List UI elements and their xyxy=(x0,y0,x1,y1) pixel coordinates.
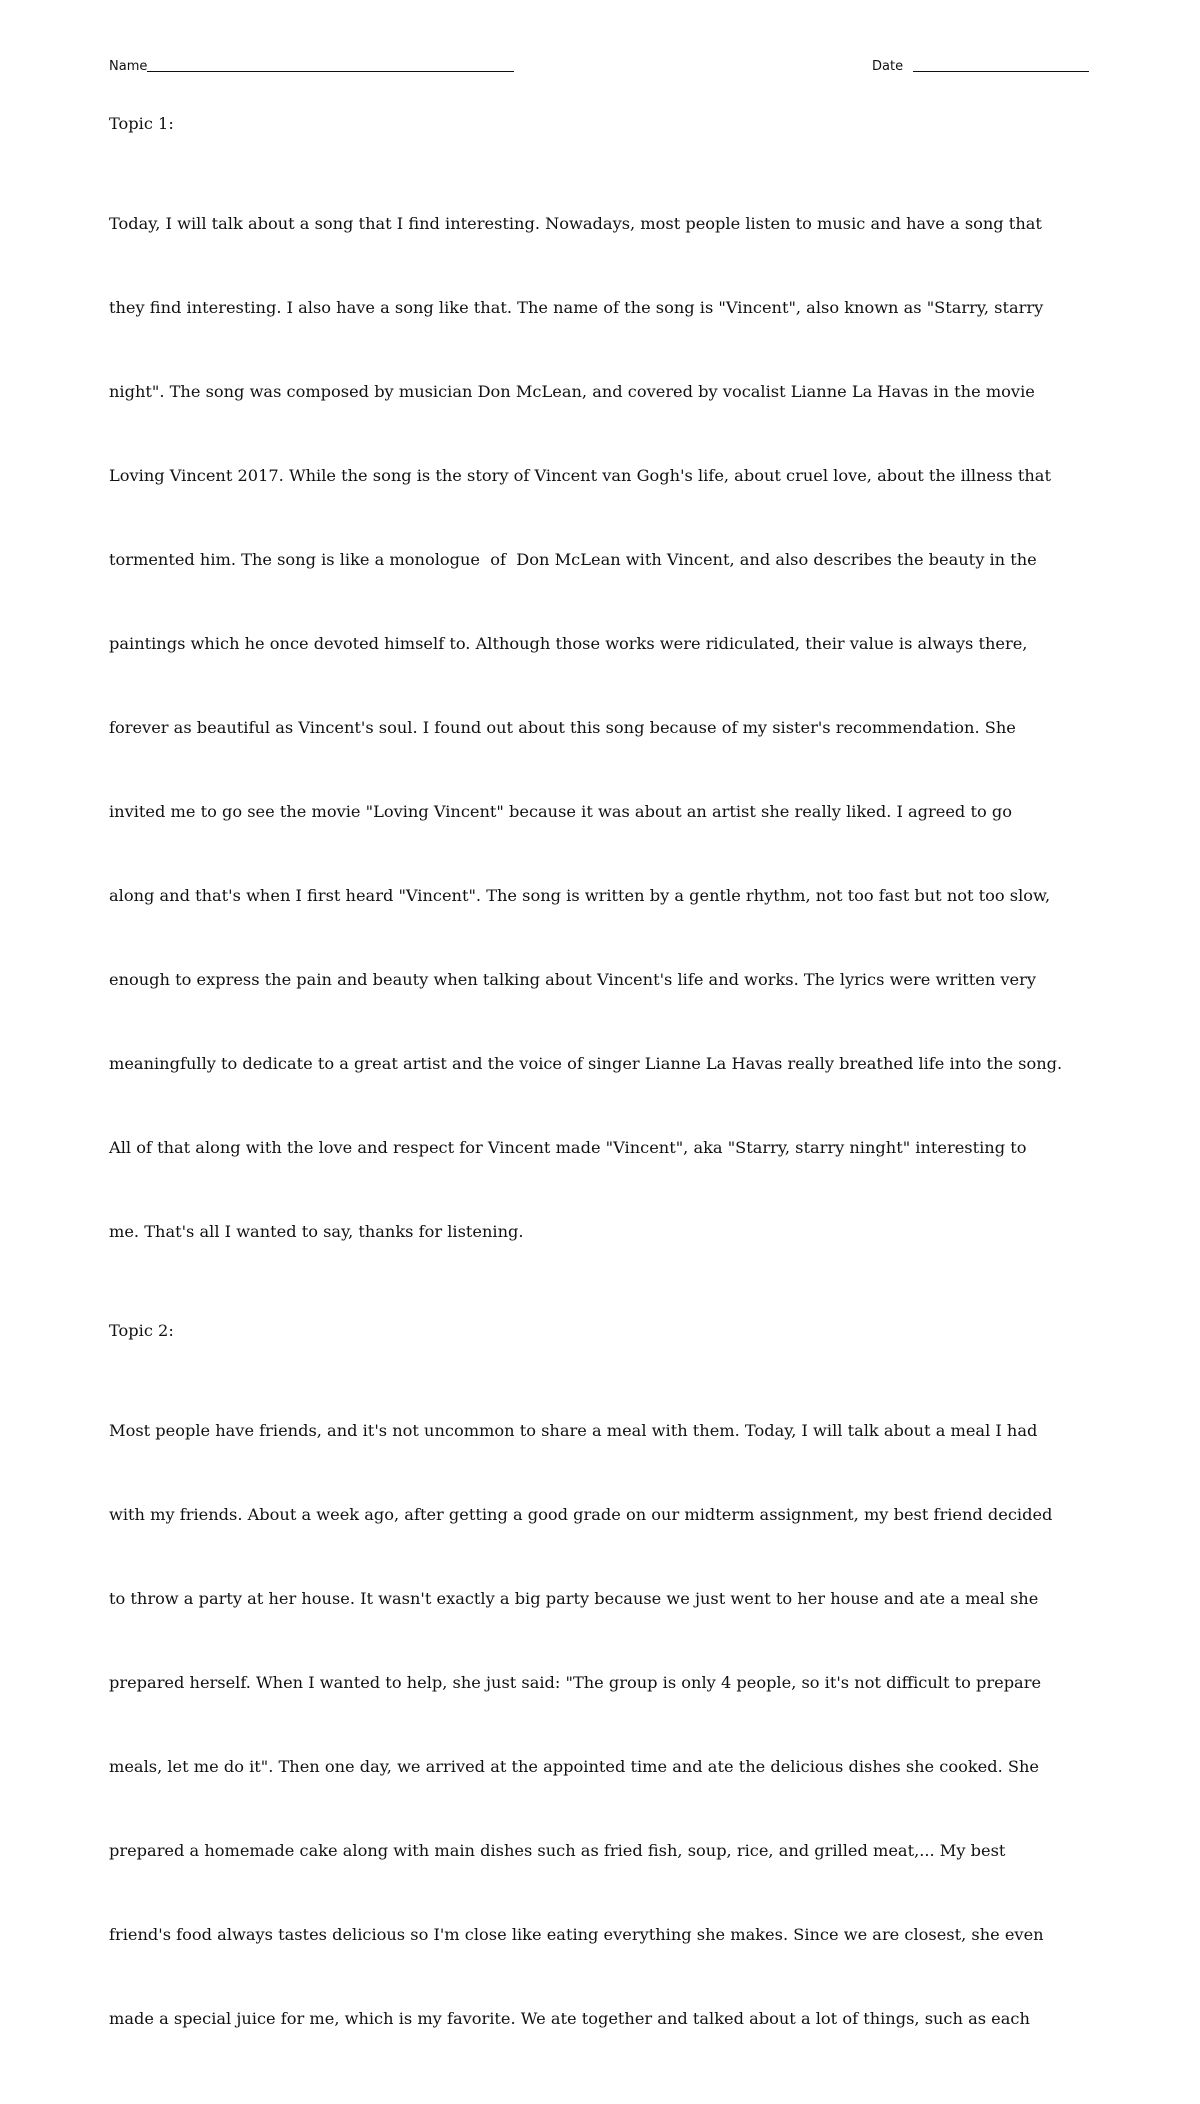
topic-2-section xyxy=(109,1317,1094,2089)
name-field xyxy=(109,57,514,76)
text-line: All of that along with the love and respect for Vincent made "Vincent", aka "Starry, starry ninght" interesting to xyxy=(109,1138,1027,1157)
name-label: Name xyxy=(109,59,148,74)
text-line: forever as beautiful as Vincent's soul. I found out about this song because of my sister's recommendation. She xyxy=(109,718,1016,737)
topic-1-paragraph xyxy=(109,154,1094,1302)
text-line: night". The song was composed by musician Don McLean, and covered by vocalist Lianne La Havas in the movie xyxy=(109,382,1035,401)
text-line: enough to express the pain and beauty when talking about Vincent's life and works. The lyrics were written very xyxy=(109,970,1037,989)
document-body xyxy=(109,110,1094,2104)
date-blank-line[interactable] xyxy=(913,57,1089,72)
text-line: with my friends. About a week ago, after getting a good grade on our midterm assignment, my best friend decided xyxy=(109,1505,1053,1524)
name-blank-line[interactable] xyxy=(147,57,514,72)
text-line: to throw a party at her house. It wasn't exactly a big party because we just went to her house and ate a meal she xyxy=(109,1589,1039,1608)
topic-1-heading: Topic 1: xyxy=(109,114,174,133)
text-line: along and that's when I first heard "Vincent". The song is written by a gentle rhythm, not too fast but not too slow, xyxy=(109,886,1051,905)
text-line: prepared herself. When I wanted to help, she just said: "The group is only 4 people, so it's not difficult to prepare xyxy=(109,1673,1042,1692)
topic-2-paragraph xyxy=(109,1361,1094,2089)
text-line: Loving Vincent 2017. While the song is the story of Vincent van Gogh's life, about cruel love, about the illness that xyxy=(109,466,1051,485)
text-line: tormented him. The song is like a monologue of Don McLean with Vincent, and also describes the beauty in the xyxy=(109,550,1037,569)
text-line: they find interesting. I also have a song like that. The name of the song is "Vincent", also known as "Starry, starry xyxy=(109,298,1044,317)
date-label: Date xyxy=(872,59,908,74)
text-line: prepared a homemade cake along with main dishes such as fried fish, soup, rice, and grilled meat,... My best xyxy=(109,1841,1006,1860)
text-line: friend's food always tastes delicious so I'm close like eating everything she makes. Since we are closest, she even xyxy=(109,1925,1044,1944)
text-line: invited me to go see the movie "Loving Vincent" because it was about an artist she really liked. I agreed to go xyxy=(109,802,1012,821)
text-line: made a special juice for me, which is my favorite. We ate together and talked about a lot of things, such as each xyxy=(109,2009,1030,2028)
text-line: meals, let me do it". Then one day, we arrived at the appointed time and ate the delicious dishes she cooked. She xyxy=(109,1757,1039,1776)
text-line: paintings which he once devoted himself to. Although those works were ridiculated, their value is always there, xyxy=(109,634,1028,653)
topic-2-heading: Topic 2: xyxy=(109,1321,174,1340)
topic-1-section xyxy=(109,110,1094,1302)
text-line: Most people have friends, and it's not uncommon to share a meal with them. Today, I will talk about a meal I had xyxy=(109,1421,1038,1440)
text-line: me. That's all I wanted to say, thanks for listening. xyxy=(109,1222,524,1241)
text-line: meaningfully to dedicate to a great artist and the voice of singer Lianne La Havas really breathed life into the song. xyxy=(109,1054,1063,1073)
text-line: Today, I will talk about a song that I find interesting. Nowadays, most people listen to music and have a song that xyxy=(109,214,1042,233)
worksheet-header xyxy=(109,57,1085,77)
date-field xyxy=(872,57,1089,76)
